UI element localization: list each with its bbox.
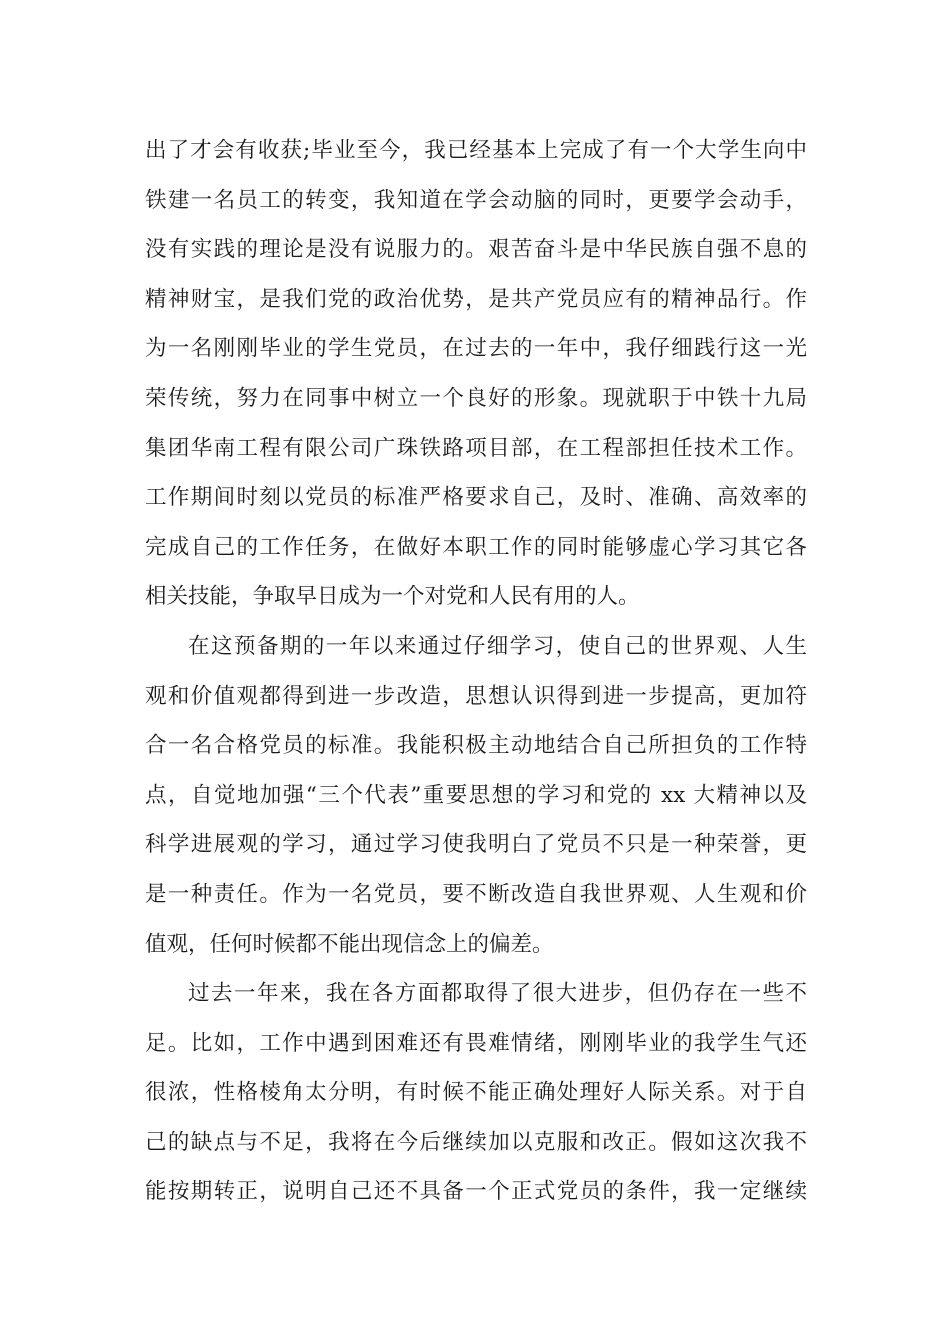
- text-line: 过去一年来，我在各方面都取得了很大进步，但仍存在一些不: [188, 981, 807, 1007]
- text-line: 精神财宝，是我们党的政治优势，是共产党员应有的精神品行。作: [145, 286, 807, 312]
- text-line: 为一名刚刚毕业的学生党员，在过去的一年中，我仔细践行这一光: [145, 336, 807, 362]
- text-line: 很浓，性格棱角太分明，有时候不能正确处理好人际关系。对于自: [145, 1080, 807, 1106]
- text-line: 观和价值观都得到进一步改造，思想认识得到进一步提高，更加符: [145, 683, 807, 709]
- text-line: 集团华南工程有限公司广珠铁路项目部，在工程部担任技术工作。: [145, 435, 807, 461]
- text-line: 是一种责任。作为一名党员，要不断改造自我世界观、人生观和价: [145, 881, 807, 907]
- text-line: 己的缺点与不足，我将在今后继续加以克服和改正。假如这次我不: [145, 1129, 807, 1155]
- text-line: 值观，任何时候都不能出现信念上的偏差。: [145, 931, 554, 957]
- text-line: 完成自己的工作任务，在做好本职工作的同时能够虚心学习其它各: [145, 534, 807, 560]
- text-line: 合一名合格党员的标准。我能积极主动地结合自己所担负的工作特: [145, 733, 807, 759]
- document-body: [145, 126, 807, 1217]
- paragraph-2: [145, 622, 807, 969]
- text-line: 出了才会有收获;毕业至今，我已经基本上完成了有一个大学生向中: [145, 138, 807, 163]
- text-line: 相关技能，争取早日成为一个对党和人民有用的人。: [145, 584, 640, 610]
- text-line: 没有实践的理论是没有说服力的。艰苦奋斗是中华民族自强不息的: [145, 237, 807, 263]
- text-line: 足。比如，工作中遇到困难还有畏难情绪，刚刚毕业的我学生气还: [145, 1030, 807, 1056]
- text-line: 科学进展观的学习，通过学习使我明白了党员不只是一种荣誉，更: [145, 832, 807, 858]
- text-line: 能按期转正，说明自己还不具备一个正式党员的条件，我一定继续: [145, 1179, 807, 1205]
- paragraph-1: [145, 126, 807, 622]
- text-line: 点，自觉地加强“三个代表”重要思想的学习和党的 xx 大精神以及: [145, 782, 807, 808]
- paragraph-3: [145, 969, 807, 1217]
- text-line: 荣传统，努力在同事中树立一个良好的形象。现就职于中铁十九局: [145, 385, 807, 411]
- text-line: 工作期间时刻以党员的标准严格要求自己，及时、准确、高效率的: [145, 485, 807, 511]
- text-line: 在这预备期的一年以来通过仔细学习，使自己的世界观、人生: [188, 633, 807, 659]
- text-line: 铁建一名员工的转变，我知道在学会动脑的同时，更要学会动手，: [145, 187, 807, 213]
